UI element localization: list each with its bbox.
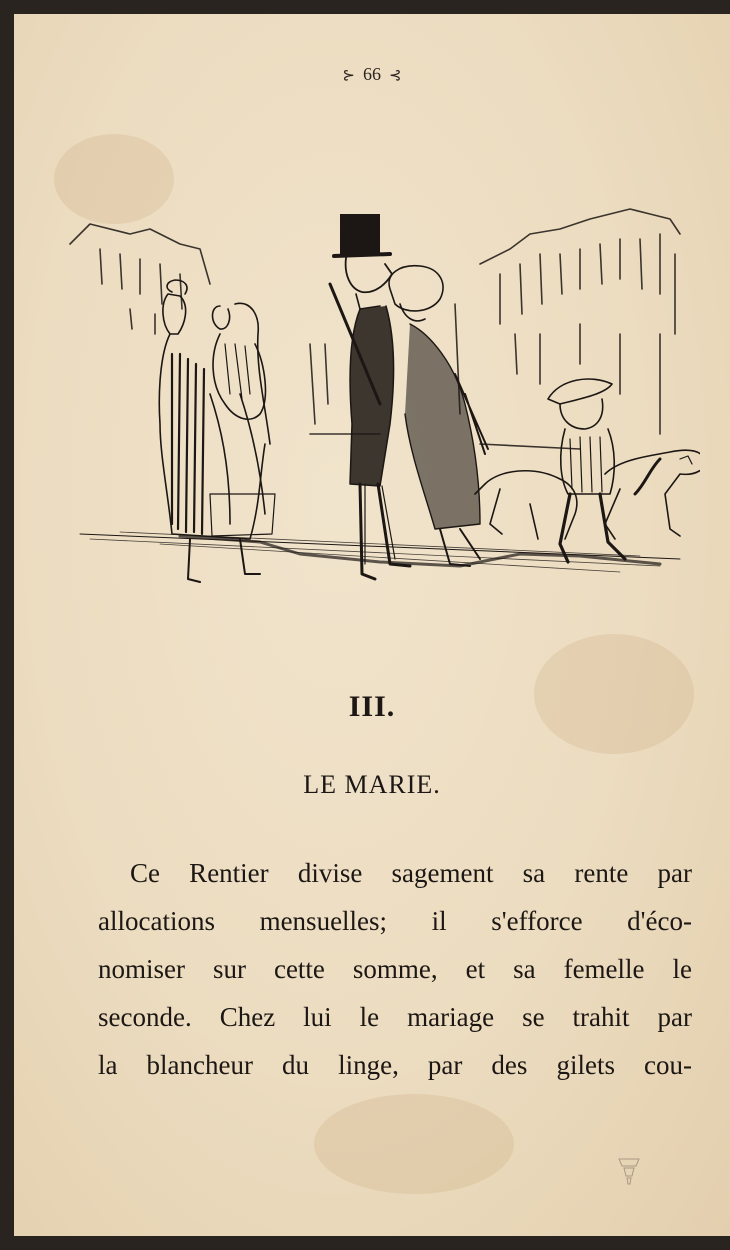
library-stamp-icon bbox=[614, 1154, 644, 1188]
woman-with-bonnet bbox=[389, 266, 488, 566]
body-line: nomiser sur cette somme, et sa femelle le bbox=[98, 954, 692, 984]
ornament-left-icon: ⊱ bbox=[342, 68, 355, 84]
engraving-illustration bbox=[60, 194, 700, 594]
woman-with-child bbox=[159, 280, 275, 582]
body-paragraph bbox=[98, 849, 692, 1089]
body-line: Ce Rentier divise sagement sa rente par bbox=[130, 858, 692, 888]
page-number-value: 66 bbox=[363, 64, 381, 84]
chapter-title: LE MARIE. bbox=[303, 770, 441, 799]
body-line: la blancheur du linge, par des gilets cou- bbox=[98, 1050, 692, 1080]
ground-shadow bbox=[80, 532, 680, 572]
ornament-right-icon: ⊰ bbox=[389, 68, 402, 84]
paper-stain bbox=[314, 1094, 514, 1194]
buildings-left bbox=[70, 224, 210, 334]
book-page bbox=[14, 14, 730, 1236]
boy-with-hat bbox=[548, 379, 625, 562]
chapter-number: III. bbox=[348, 690, 396, 723]
body-line: seconde. Chez lui le mariage se trahit par bbox=[98, 1002, 692, 1032]
page-number bbox=[14, 64, 730, 85]
body-line: allocations mensuelles; il s'efforce d'éco- bbox=[98, 906, 692, 936]
